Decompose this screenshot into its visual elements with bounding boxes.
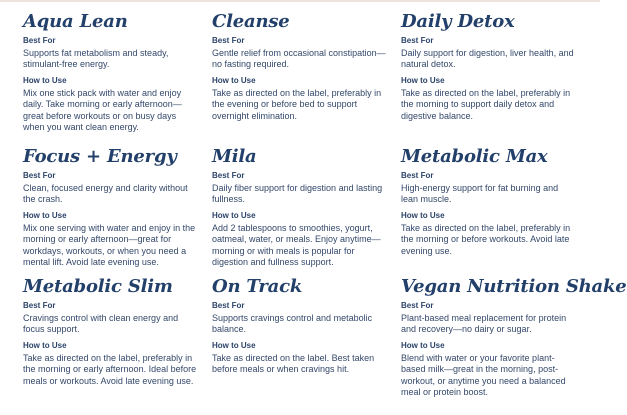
product-card-aqua-lean xyxy=(23,10,212,145)
product-name: Aqua Lean xyxy=(23,11,128,32)
product-name: Metabolic Max xyxy=(401,146,548,167)
how-to-use-text: Take as directed on the label, preferably in the morning or early afternoon. Ideal before meals or workouts. Avoid late evening use. xyxy=(23,352,197,386)
best-for-text: High-energy support for fat burning and lean muscle. xyxy=(401,183,559,205)
product-card-focus-energy xyxy=(23,145,212,275)
how-to-use-heading: How to Use xyxy=(401,210,445,220)
how-to-use-heading: How to Use xyxy=(23,210,67,220)
how-to-use-text: Blend with water or your favorite plant-based milk—great in the morning, post-workout, or anytime you need a balanced meal or protein boost. xyxy=(401,352,566,398)
best-for-text: Daily fiber support for digestion and lasting fullness. xyxy=(212,183,383,205)
top-divider xyxy=(0,0,600,2)
best-for-text: Daily support for digestion, liver health, and natural detox. xyxy=(401,48,574,70)
how-to-use-heading: How to Use xyxy=(401,340,445,350)
how-to-use-text: Take as directed on the label, preferably in the evening or before bed to support overnight elimination. xyxy=(212,87,382,121)
product-name: Focus + Energy xyxy=(23,146,177,167)
product-name: Mila xyxy=(212,146,257,167)
best-for-heading: Best For xyxy=(401,36,434,45)
how-to-use-text: Mix one stick pack with water and enjoy daily. Take morning or early afternoon—great before workouts or on busy days when you want clean energy. xyxy=(23,87,182,133)
product-card-on-track xyxy=(212,275,401,415)
how-to-use-heading: How to Use xyxy=(212,210,256,220)
how-to-use-text: Take as directed on the label, preferably in the morning to support daily detox and digestive balance. xyxy=(401,87,571,121)
best-for-text: Gentle relief from occasional constipation—no fasting required. xyxy=(212,48,386,70)
best-for-heading: Best For xyxy=(23,301,56,310)
how-to-use-text: Take as directed on the label, preferably in the morning or before workouts. Avoid late evening use. xyxy=(401,222,571,256)
product-name: On Track xyxy=(212,276,303,297)
best-for-heading: Best For xyxy=(401,171,434,180)
how-to-use-text: Add 2 tablespoons to smoothies, yogurt, oatmeal, water, or meals. Enjoy anytime—morning or with meals is popular for digestion and fullness support. xyxy=(212,222,381,268)
how-to-use-heading: How to Use xyxy=(23,75,67,85)
how-to-use-heading: How to Use xyxy=(212,340,256,350)
product-card-vegan-nutrition-shake xyxy=(401,275,627,415)
best-for-heading: Best For xyxy=(212,301,245,310)
best-for-heading: Best For xyxy=(23,36,56,45)
how-to-use-heading: How to Use xyxy=(23,340,67,350)
best-for-text: Cravings control with clean energy and focus support. xyxy=(23,313,179,335)
product-card-cleanse xyxy=(212,10,401,145)
best-for-text: Supports cravings control and metabolic balance. xyxy=(212,313,373,335)
product-card-daily-detox xyxy=(401,10,593,145)
best-for-heading: Best For xyxy=(23,171,56,180)
how-to-use-heading: How to Use xyxy=(212,75,256,85)
best-for-text: Supports fat metabolism and steady, stimulant-free energy. xyxy=(23,48,169,70)
product-name: Vegan Nutrition Shake xyxy=(401,276,627,297)
how-to-use-text: Mix one serving with water and enjoy in the morning or early afternoon—great for workdays, workouts, or when you need a mental lift. Avoid late evening use. xyxy=(23,222,196,268)
best-for-text: Clean, focused energy and clarity without the crash. xyxy=(23,183,188,205)
product-card-metabolic-max xyxy=(401,145,593,275)
best-for-text: Plant-based meal replacement for protein and recovery—no dairy or sugar. xyxy=(401,313,567,335)
product-card-metabolic-slim xyxy=(23,275,212,415)
how-to-use-heading: How to Use xyxy=(401,75,445,85)
product-name: Daily Detox xyxy=(401,11,515,32)
product-name: Cleanse xyxy=(212,11,290,32)
best-for-heading: Best For xyxy=(212,36,245,45)
product-card-mila xyxy=(212,145,401,275)
product-name: Metabolic Slim xyxy=(23,276,173,297)
best-for-heading: Best For xyxy=(212,171,245,180)
best-for-heading: Best For xyxy=(401,301,434,310)
product-grid xyxy=(23,10,627,415)
how-to-use-text: Take as directed on the label. Best taken before meals or when cravings hit. xyxy=(212,352,375,375)
